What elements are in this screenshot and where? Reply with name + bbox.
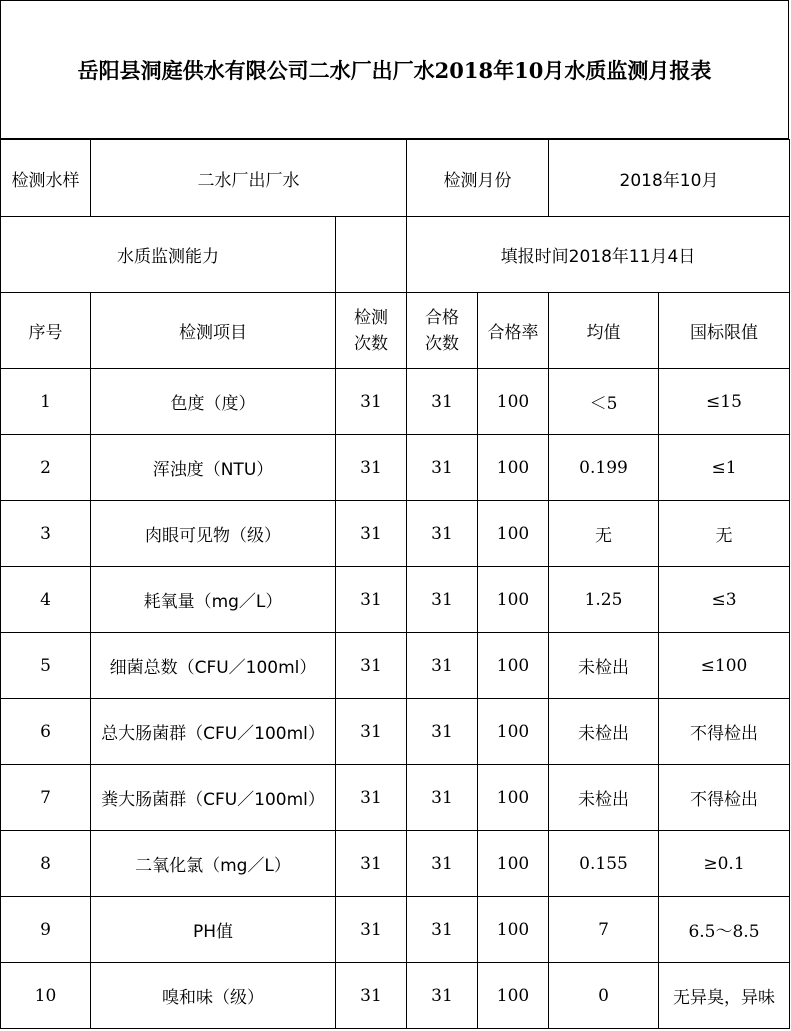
cell-passed: 31 [407, 897, 478, 963]
cell-tests: 31 [336, 633, 407, 699]
cell-passed: 31 [407, 435, 478, 501]
cell-item: 浑浊度（NTU） [91, 435, 336, 501]
table-row [1, 435, 790, 501]
table-row [1, 963, 790, 1029]
cell-rate: 100 [478, 699, 549, 765]
report-table [0, 139, 790, 1029]
header-no: 序号 [1, 293, 91, 369]
table-row [1, 699, 790, 765]
cell-limit: 无异臭，异味 [659, 963, 790, 1029]
cell-no: 7 [1, 765, 91, 831]
cell-item: 粪大肠菌群（CFU／100ml） [91, 765, 336, 831]
cell-item: 嗅和味（级） [91, 963, 336, 1029]
cell-tests: 31 [336, 501, 407, 567]
cell-mean: 1.25 [549, 567, 659, 633]
cell-item: 总大肠菌群（CFU／100ml） [91, 699, 336, 765]
cell-passed: 31 [407, 765, 478, 831]
cell-no: 3 [1, 501, 91, 567]
cell-rate: 100 [478, 567, 549, 633]
table-row [1, 897, 790, 963]
cell-passed: 31 [407, 501, 478, 567]
header-item: 检测项目 [91, 293, 336, 369]
cell-passed: 31 [407, 699, 478, 765]
table-row [1, 567, 790, 633]
header-tests [336, 293, 407, 369]
cell-limit: ≤15 [659, 369, 790, 435]
header-tests-label: 检测次数 [354, 307, 388, 354]
month-label: 检测月份 [407, 140, 549, 217]
cell-rate: 100 [478, 435, 549, 501]
cell-mean: 未检出 [549, 633, 659, 699]
header-rate: 合格率 [478, 293, 549, 369]
cell-tests: 31 [336, 435, 407, 501]
cell-mean: 未检出 [549, 765, 659, 831]
table-row [1, 831, 790, 897]
cell-item: 耗氧量（mg／L） [91, 567, 336, 633]
cell-limit: 不得检出 [659, 765, 790, 831]
cell-rate: 100 [478, 765, 549, 831]
cell-passed: 31 [407, 831, 478, 897]
header-passed-label: 合格次数 [425, 307, 459, 354]
cell-mean: 无 [549, 501, 659, 567]
cell-passed: 31 [407, 567, 478, 633]
fill-date: 填报时间2018年11月4日 [407, 217, 790, 293]
cell-limit: 6.5～8.5 [659, 897, 790, 963]
cell-mean: ＜5 [549, 369, 659, 435]
header-limit: 国标限值 [659, 293, 790, 369]
capability-label: 水质监测能力 [1, 217, 336, 293]
cell-rate: 100 [478, 633, 549, 699]
cell-no: 2 [1, 435, 91, 501]
cell-rate: 100 [478, 501, 549, 567]
cell-mean: 未检出 [549, 699, 659, 765]
cell-no: 4 [1, 567, 91, 633]
cell-item: PH值 [91, 897, 336, 963]
cell-limit: ≤100 [659, 633, 790, 699]
cell-no: 1 [1, 369, 91, 435]
cell-rate: 100 [478, 369, 549, 435]
cell-limit: ≤1 [659, 435, 790, 501]
cell-passed: 31 [407, 963, 478, 1029]
cell-tests: 31 [336, 831, 407, 897]
report-title: 岳阳县洞庭供水有限公司二水厂出厂水2018年10月水质监测月报表 [0, 0, 789, 139]
cell-limit: 不得检出 [659, 699, 790, 765]
cell-item: 细菌总数（CFU／100ml） [91, 633, 336, 699]
header-passed [407, 293, 478, 369]
capability-blank [336, 217, 407, 293]
table-row [1, 633, 790, 699]
cell-limit: ≤3 [659, 567, 790, 633]
cell-tests: 31 [336, 765, 407, 831]
cell-tests: 31 [336, 567, 407, 633]
cell-limit: 无 [659, 501, 790, 567]
capability-row [1, 217, 790, 293]
cell-mean: 0.199 [549, 435, 659, 501]
table-row [1, 501, 790, 567]
header-mean: 均值 [549, 293, 659, 369]
cell-tests: 31 [336, 699, 407, 765]
cell-item: 肉眼可见物（级） [91, 501, 336, 567]
cell-item: 色度（度） [91, 369, 336, 435]
table-row [1, 765, 790, 831]
cell-no: 6 [1, 699, 91, 765]
cell-item: 二氧化氯（mg／L） [91, 831, 336, 897]
cell-rate: 100 [478, 897, 549, 963]
month-value: 2018年10月 [549, 140, 790, 217]
cell-tests: 31 [336, 963, 407, 1029]
cell-rate: 100 [478, 963, 549, 1029]
cell-mean: 7 [549, 897, 659, 963]
cell-tests: 31 [336, 369, 407, 435]
cell-rate: 100 [478, 831, 549, 897]
cell-limit: ≥0.1 [659, 831, 790, 897]
cell-no: 10 [1, 963, 91, 1029]
cell-mean: 0 [549, 963, 659, 1029]
cell-no: 8 [1, 831, 91, 897]
cell-no: 9 [1, 897, 91, 963]
cell-passed: 31 [407, 633, 478, 699]
table-row [1, 369, 790, 435]
cell-tests: 31 [336, 897, 407, 963]
cell-passed: 31 [407, 369, 478, 435]
sample-label: 检测水样 [1, 140, 91, 217]
sample-value: 二水厂出厂水 [91, 140, 407, 217]
header-row [1, 293, 790, 369]
cell-mean: 0.155 [549, 831, 659, 897]
sample-info-row [1, 140, 790, 217]
cell-no: 5 [1, 633, 91, 699]
